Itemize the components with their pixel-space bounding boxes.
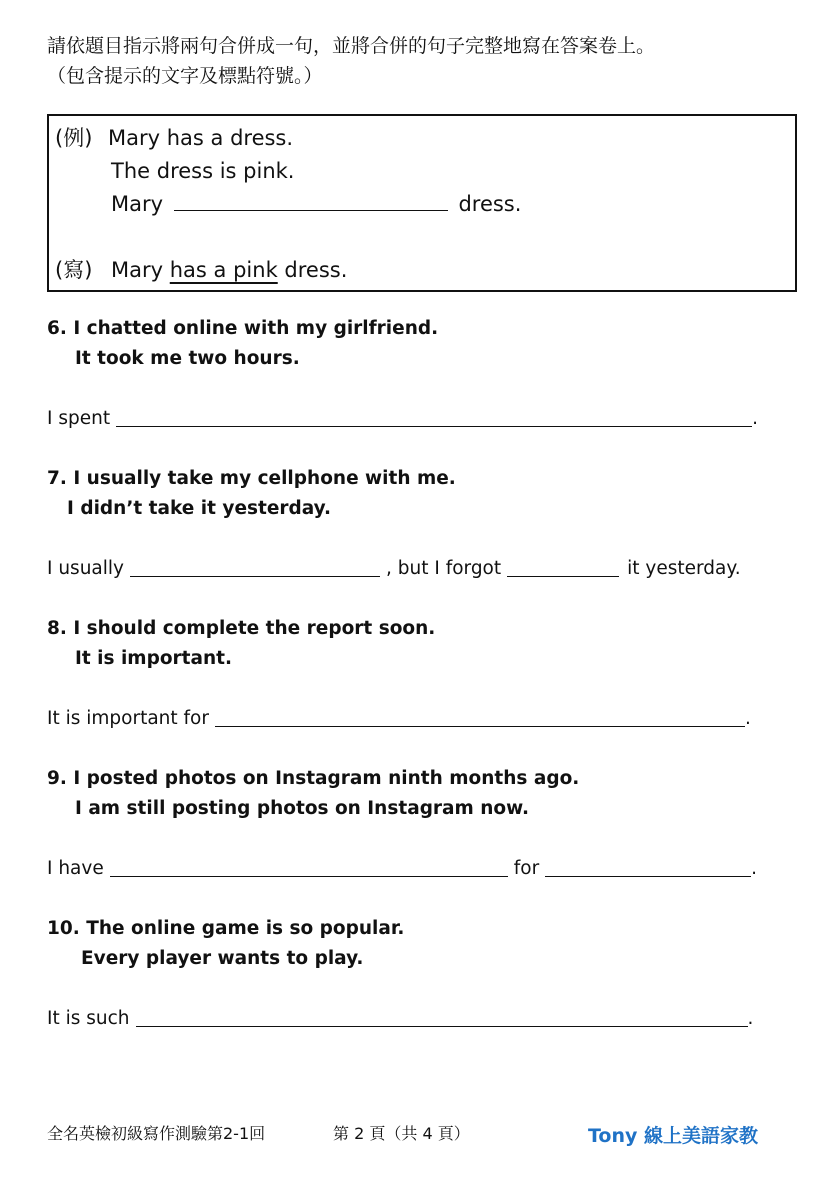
- example-sentence-2: The dress is pink.: [111, 159, 295, 183]
- q9-blank-2[interactable]: [545, 875, 751, 877]
- q8-prefix: It is important for: [47, 708, 209, 729]
- question-10-line-1: 10. The online game is so popular.: [47, 918, 405, 939]
- q8-blank[interactable]: [215, 725, 745, 727]
- footer-page-info: 第 2 頁（共 4 頁）: [333, 1124, 470, 1143]
- question-9-line-1: 9. I posted photos on Instagram ninth months ago.: [47, 768, 580, 789]
- q7-blank-1[interactable]: [130, 575, 380, 577]
- question-8-answer: [47, 708, 751, 730]
- example-answer-start: Mary: [111, 258, 164, 282]
- instruction-line-2: （包含提示的文字及標點符號。）: [47, 65, 323, 87]
- example-answer-end: dress.: [284, 258, 348, 282]
- question-10-answer: [47, 1008, 753, 1030]
- example-answer-fill: has a pink: [169, 258, 278, 282]
- q6-blank[interactable]: [116, 425, 752, 427]
- question-9-line-2: I am still posting photos on Instagram now.: [75, 798, 530, 819]
- q9-blank-1[interactable]: [110, 875, 508, 877]
- question-8-line-2: It is important.: [75, 648, 233, 669]
- q7-prefix: I usually: [47, 558, 124, 579]
- q7-middle: , but I forgot: [386, 558, 502, 579]
- example-prompt-end: dress.: [458, 192, 522, 216]
- question-6-line-2: It took me two hours.: [75, 348, 300, 369]
- example-prompt-start: Mary: [111, 192, 164, 216]
- q9-middle: for: [513, 858, 540, 879]
- q8-suffix: .: [744, 708, 751, 729]
- q10-suffix: .: [747, 1008, 754, 1029]
- example-answer: [111, 258, 347, 282]
- example-tag: (例): [55, 126, 93, 150]
- example-sentence-1: Mary has a dress.: [108, 126, 294, 150]
- footer-test-name: 全名英檢初級寫作測驗第2-1回: [47, 1124, 266, 1143]
- q6-prefix: I spent: [47, 408, 111, 429]
- question-7-line-2: I didn’t take it yesterday.: [67, 498, 332, 519]
- question-6-answer: [47, 408, 758, 430]
- question-10-line-2: Every player wants to play.: [81, 948, 364, 969]
- question-9-answer: [47, 858, 757, 880]
- example-prompt: [111, 192, 521, 216]
- q7-suffix: it yesterday.: [627, 558, 741, 579]
- example-blank: [174, 209, 448, 211]
- q9-prefix: I have: [47, 858, 104, 879]
- question-8-line-1: 8. I should complete the report soon.: [47, 618, 436, 639]
- footer-brand: Tony 線上美語家教: [588, 1125, 759, 1147]
- q7-blank-2[interactable]: [507, 575, 619, 577]
- instruction-line-1: 請依題目指示將兩句合併成一句，並將合併的句子完整地寫在答案卷上。: [47, 35, 656, 57]
- q10-blank[interactable]: [136, 1025, 748, 1027]
- question-7-line-1: 7. I usually take my cellphone with me.: [47, 468, 456, 489]
- question-7-answer: [47, 558, 741, 580]
- q6-suffix: .: [752, 408, 758, 429]
- example-answer-tag: (寫): [55, 258, 93, 282]
- q9-suffix: .: [751, 858, 758, 879]
- question-6-line-1: 6. I chatted online with my girlfriend.: [47, 318, 439, 339]
- q10-prefix: It is such: [47, 1008, 130, 1029]
